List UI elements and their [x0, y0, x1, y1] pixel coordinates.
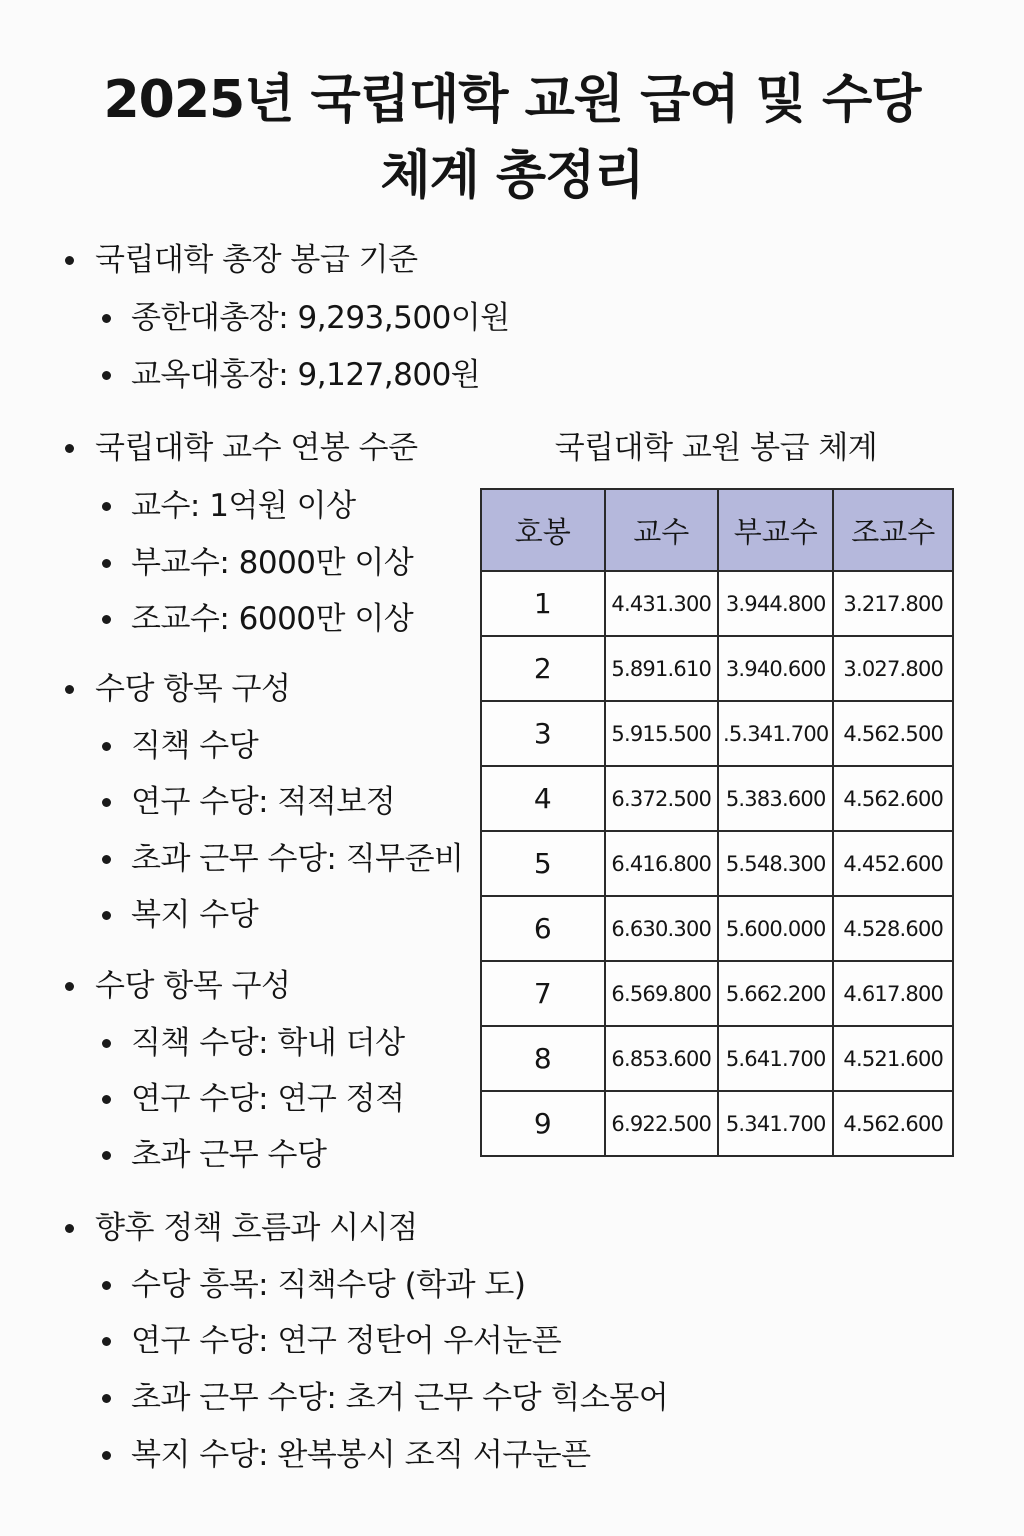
- section-heading: 국립대학 총장 봉급 기준: [95, 242, 418, 278]
- cell-professor: 6.853.600: [605, 1026, 718, 1091]
- table-row: [481, 961, 953, 1026]
- section-heading: 수당 항목 구성: [95, 968, 291, 1004]
- list-item: 부교수: 8000만 이상: [131, 545, 414, 581]
- cell-associate-professor: .5.341.700: [718, 701, 833, 766]
- table-row: [481, 766, 953, 831]
- table-header-row: [481, 489, 953, 571]
- cell-professor: 5.915.500: [605, 701, 718, 766]
- header-associate-professor: 부교수: [718, 489, 833, 571]
- cell-professor: 4.431.300: [605, 571, 718, 636]
- table-row: [481, 701, 953, 766]
- cell-professor: 6.569.800: [605, 961, 718, 1026]
- cell-assistant-professor: 4.562.500: [833, 701, 953, 766]
- cell-assistant-professor: 3.217.800: [833, 571, 953, 636]
- header-assistant-professor: 조교수: [833, 489, 953, 571]
- page-title-line-1: 2025년 국립대학 교원 급여 및 수당: [103, 70, 921, 130]
- list-item: 연구 수당: 연구 정탄어 우서눈픈: [131, 1323, 562, 1359]
- cell-step: 3: [481, 701, 605, 766]
- table-row: [481, 1091, 953, 1156]
- table-row: [481, 571, 953, 636]
- list-item: 종한대총장: 9,293,500이원: [131, 300, 510, 336]
- list-item: 조교수: 6000만 이상: [131, 601, 414, 637]
- cell-professor: 6.922.500: [605, 1091, 718, 1156]
- cell-assistant-professor: 4.528.600: [833, 896, 953, 961]
- header-professor: 교수: [605, 489, 718, 571]
- cell-step: 8: [481, 1026, 605, 1091]
- table-row: [481, 636, 953, 701]
- cell-assistant-professor: 4.521.600: [833, 1026, 953, 1091]
- cell-associate-professor: 5.600.000: [718, 896, 833, 961]
- list-item: 직책 수당: 학내 더상: [131, 1025, 405, 1061]
- cell-step: 6: [481, 896, 605, 961]
- cell-step: 1: [481, 571, 605, 636]
- cell-assistant-professor: 4.562.600: [833, 766, 953, 831]
- cell-step: 9: [481, 1091, 605, 1156]
- section-heading: 수당 항목 구성: [95, 671, 291, 707]
- cell-associate-professor: 3.944.800: [718, 571, 833, 636]
- page-title-line-2: 체계 총정리: [380, 146, 644, 206]
- cell-assistant-professor: 4.562.600: [833, 1091, 953, 1156]
- cell-associate-professor: 3.940.600: [718, 636, 833, 701]
- table-row: [481, 831, 953, 896]
- table-title: 국립대학 교원 봉급 체계: [554, 430, 878, 466]
- list-item: 연구 수당: 적적보정: [131, 784, 396, 820]
- table-row: [481, 1026, 953, 1091]
- section-heading: 국립대학 교수 연봉 수준: [95, 430, 418, 466]
- list-item: 교옥대홍장: 9,127,800원: [131, 357, 481, 393]
- list-item: 직책 수당: [131, 728, 259, 764]
- list-item: 연구 수당: 연구 정적: [131, 1081, 405, 1117]
- cell-professor: 6.416.800: [605, 831, 718, 896]
- list-item: 복지 수당: 완복봉시 조직 서구눈픈: [131, 1437, 591, 1473]
- cell-step: 2: [481, 636, 605, 701]
- cell-professor: 6.372.500: [605, 766, 718, 831]
- cell-step: 4: [481, 766, 605, 831]
- cell-professor: 6.630.300: [605, 896, 718, 961]
- header-step: 호봉: [481, 489, 605, 571]
- list-item: 수당 흥목: 직책수당 (학과 도): [131, 1267, 526, 1303]
- cell-assistant-professor: 3.027.800: [833, 636, 953, 701]
- list-item: 초과 근무 수당: 직무준비: [131, 841, 464, 877]
- cell-assistant-professor: 4.452.600: [833, 831, 953, 896]
- cell-professor: 5.891.610: [605, 636, 718, 701]
- salary-table: [480, 488, 954, 1157]
- cell-associate-professor: 5.662.200: [718, 961, 833, 1026]
- list-item: 복지 수당: [131, 897, 259, 933]
- section-heading: 향후 정책 흐름과 시시점: [95, 1210, 418, 1246]
- cell-associate-professor: 5.641.700: [718, 1026, 833, 1091]
- cell-step: 7: [481, 961, 605, 1026]
- cell-associate-professor: 5.341.700: [718, 1091, 833, 1156]
- cell-assistant-professor: 4.617.800: [833, 961, 953, 1026]
- cell-step: 5: [481, 831, 605, 896]
- cell-associate-professor: 5.383.600: [718, 766, 833, 831]
- list-item: 초과 근무 수당: 초거 근무 수당 힉소몽어: [131, 1380, 669, 1416]
- cell-associate-professor: 5.548.300: [718, 831, 833, 896]
- list-item: 초과 근무 수당: [131, 1137, 327, 1173]
- list-item: 교수: 1억원 이상: [131, 488, 356, 524]
- table-row: [481, 896, 953, 961]
